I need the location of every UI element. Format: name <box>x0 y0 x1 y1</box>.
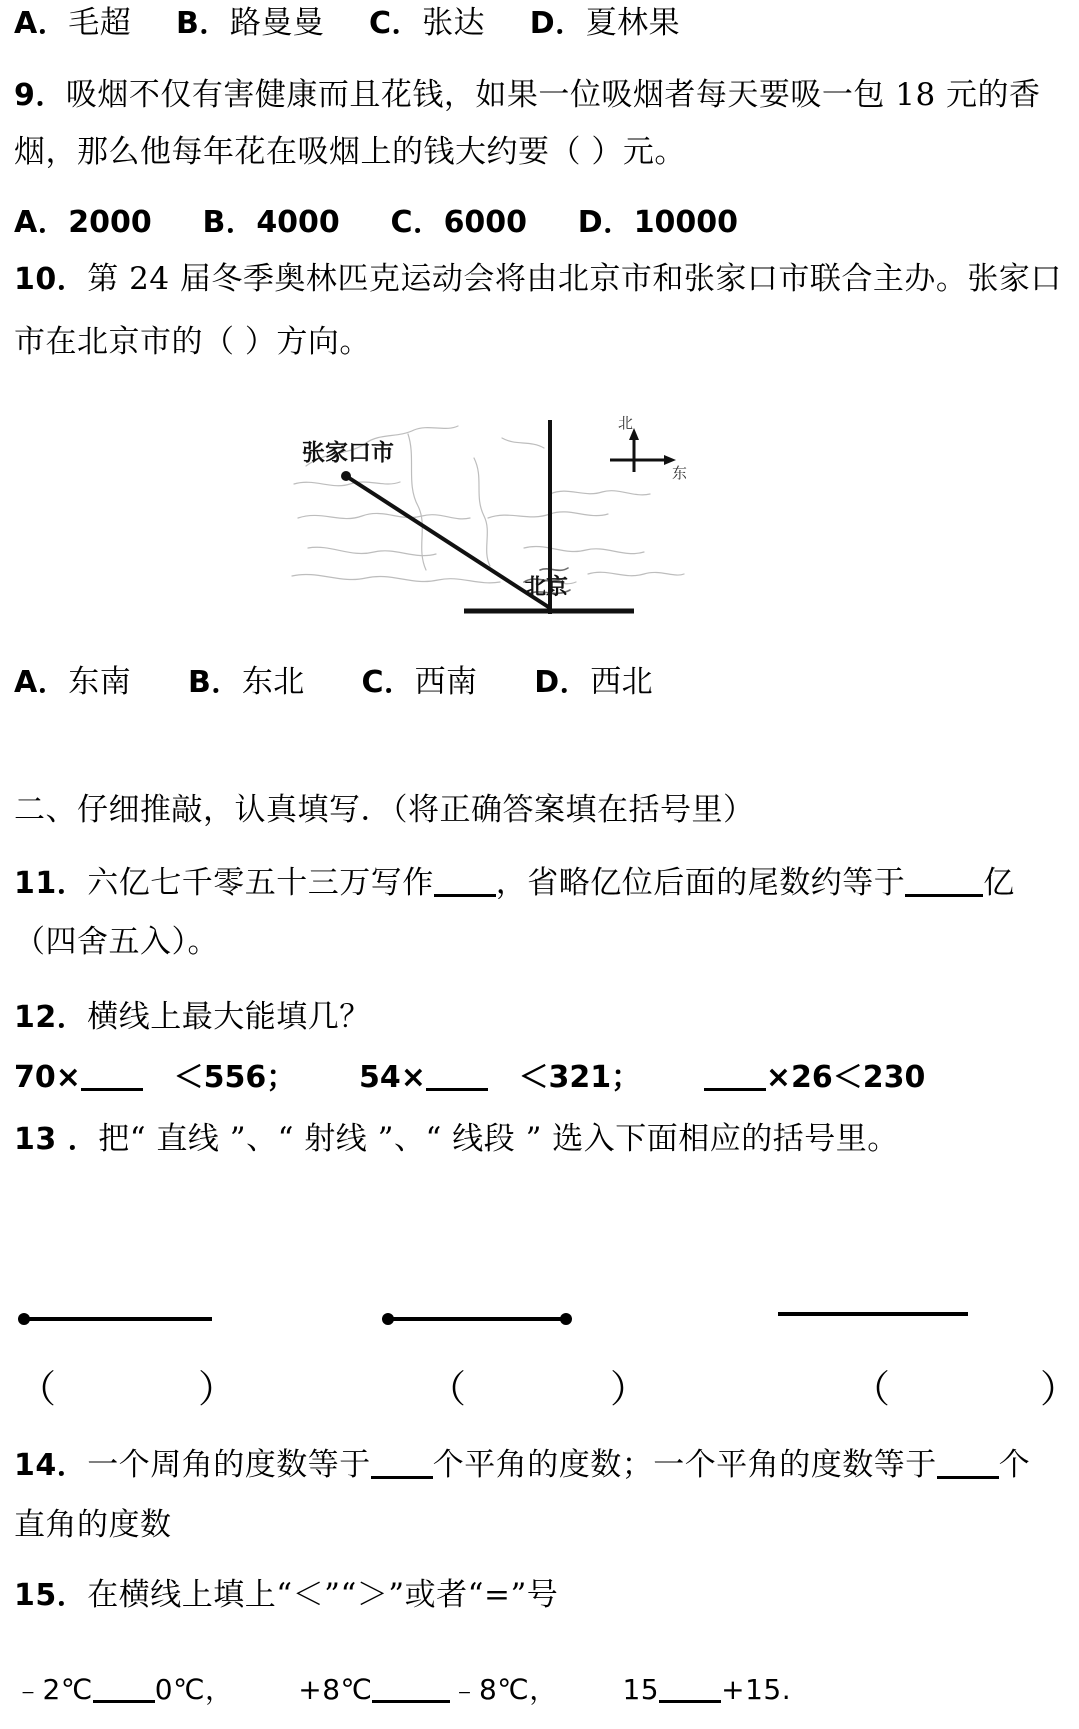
q8-option-d-text: 夏林果 <box>585 5 681 41</box>
q15-number: 15． <box>14 1578 88 1613</box>
q13-stem <box>14 1122 899 1156</box>
compass-east-label: 东 <box>672 464 688 482</box>
q12-expr3-right: ×26＜230 <box>765 1060 926 1095</box>
q15-blank-2[interactable] <box>372 1700 450 1703</box>
q11-number: 11． <box>14 866 88 901</box>
q8-options-row <box>14 6 680 40</box>
q14-line-1 <box>14 1448 1030 1482</box>
q14-number: 14． <box>14 1448 88 1483</box>
q10-option-d-label: D． <box>534 665 591 700</box>
beijing-zhangjiakou-map-figure <box>288 398 688 638</box>
section-2-heading <box>14 793 755 827</box>
q10-stem-line-1 <box>14 262 1062 296</box>
q15-blank-1[interactable] <box>93 1700 155 1703</box>
q9-option-b-text: 4000 <box>256 205 340 240</box>
map-label-beijing: 北京 <box>524 574 569 600</box>
q13-bracket-close-1[interactable]: ） <box>198 1367 237 1411</box>
q10-option-a-text: 东南 <box>68 664 132 700</box>
q14-text-part-1: 一个周角的度数等于 <box>87 1447 371 1483</box>
q12-blank-3[interactable] <box>704 1088 766 1091</box>
q9-option-c-label: C． <box>390 205 444 240</box>
q10-option-b-label: B． <box>187 665 242 700</box>
q12-expr1-right: ＜556； <box>173 1060 297 1095</box>
q10-stem-text-1: 第 24 届冬季奥林匹克运动会将由北京市和张家口市联合主办。张家口 <box>87 261 1062 297</box>
q12-stem-text: 横线上最大能填几？ <box>87 999 371 1035</box>
q13-figures-row <box>0 1288 1079 1348</box>
q11-text-part-3: 亿 <box>983 865 1015 901</box>
q10-number: 10． <box>14 262 88 297</box>
q9-option-a-label: A． <box>14 205 69 240</box>
q8-option-a-text: 毛超 <box>68 5 132 41</box>
map-label-zhangjiakou: 张家口市 <box>302 439 394 466</box>
figure-ray <box>18 1313 212 1325</box>
q12-number: 12． <box>14 1000 88 1035</box>
figure-segment <box>382 1313 572 1325</box>
compass-rose <box>610 414 687 482</box>
q15-stem-text: 在横线上填上“＜”“＞”或者“=”号 <box>87 1577 559 1613</box>
q8-option-d-label: D． <box>529 6 586 41</box>
q14-text-part-2: 个平角的度数；一个平角的度数等于 <box>432 1447 937 1483</box>
q9-option-d-label: D． <box>577 205 634 240</box>
q9-option-b-label: B． <box>202 205 257 240</box>
compass-north-label: 北 <box>618 414 634 432</box>
q13-bracket-open-1[interactable]: （ <box>18 1367 57 1411</box>
q8-option-b-text: 路曼曼 <box>229 5 325 41</box>
q10-option-b-text: 东北 <box>241 664 305 700</box>
q12-expressions-row <box>14 1060 925 1094</box>
q9-stem-line-2 <box>14 135 686 169</box>
q10-option-d-text: 西北 <box>590 664 654 700</box>
q13-stem-text: 把“ 直线 ”、“ 射线 ”、“ 线段 ” 选入下面相应的括号里。 <box>98 1121 899 1157</box>
q15-expressions-row <box>14 1672 791 1706</box>
q12-expr2-right: ＜321； <box>518 1060 642 1095</box>
q14-text-line-2: 直角的度数 <box>14 1507 172 1543</box>
q10-option-c-label: C． <box>361 665 415 700</box>
q8-option-c-text: 张达 <box>422 5 486 41</box>
q14-line-2 <box>14 1508 172 1542</box>
q11-line-2 <box>14 925 219 959</box>
q9-number: 9． <box>14 78 66 113</box>
q12-expr2-left: 54× <box>358 1060 426 1095</box>
q9-stem-text-1: 吸烟不仅有害健康而且花钱，如果一位吸烟者每天要吸一包 18 元的香 <box>65 77 1041 113</box>
q12-blank-2[interactable] <box>426 1088 488 1091</box>
q9-option-a-text: 2000 <box>68 205 152 240</box>
q9-option-c-text: 6000 <box>443 205 528 240</box>
q14-blank-2[interactable] <box>937 1476 999 1479</box>
q15-expr3-right: +15. <box>721 1673 792 1706</box>
q9-options-row <box>14 205 738 239</box>
q11-text-part-2: ，省略亿位后面的尾数约等于 <box>495 865 906 901</box>
q13-bracket-open-3[interactable]: （ <box>852 1367 891 1411</box>
q15-expr1-left: ﹣2℃ <box>14 1673 93 1706</box>
q13-bracket-open-2[interactable]: （ <box>428 1367 467 1411</box>
q12-stem <box>14 1000 371 1034</box>
section-2-heading-text: 二、仔细推敲，认真填写．（将正确答案填在括号里） <box>14 792 755 828</box>
q13-bracket-close-3[interactable]: ） <box>1040 1367 1079 1411</box>
q10-stem-text-2: 市在北京市的（ ）方向。 <box>14 324 371 360</box>
q11-text-line-2: （四舍五入）。 <box>14 924 219 960</box>
q10-options-row <box>14 665 653 699</box>
q13-answer-brackets-row <box>0 1350 1079 1420</box>
q12-blank-1[interactable] <box>81 1088 143 1091</box>
q14-blank-1[interactable] <box>371 1476 433 1479</box>
q11-blank-1[interactable] <box>434 894 496 897</box>
q8-option-a-label: A． <box>14 6 69 41</box>
q15-expr2-left: +8℃ <box>298 1673 373 1706</box>
q10-option-a-label: A． <box>14 665 69 700</box>
q15-expr1-right: 0℃， <box>154 1673 234 1706</box>
q10-option-c-text: 西南 <box>414 664 478 700</box>
q15-expr3-left: 15 <box>622 1673 660 1706</box>
q15-blank-3[interactable] <box>659 1700 721 1703</box>
q9-stem-text-2: 烟，那么他每年花在吸烟上的钱大约要（ ）元。 <box>14 134 686 170</box>
q10-stem-line-2 <box>14 325 371 359</box>
q8-option-b-label: B． <box>175 6 230 41</box>
q11-line-1 <box>14 866 1015 900</box>
q9-option-d-text: 10000 <box>633 205 739 240</box>
q11-blank-2[interactable] <box>905 894 983 897</box>
q14-text-part-3: 个 <box>998 1447 1031 1483</box>
q9-stem-line-1 <box>14 78 1041 112</box>
q8-option-c-label: C． <box>369 6 423 41</box>
q11-text-part-1: 六亿七千零五十三万写作 <box>87 865 434 901</box>
q13-number: 13 ． <box>14 1122 99 1157</box>
q12-expr1-left: 70× <box>14 1060 81 1095</box>
q15-stem <box>14 1578 558 1612</box>
q13-bracket-close-2[interactable]: ） <box>610 1367 649 1411</box>
q15-expr2-right: ﹣8℃， <box>450 1673 558 1706</box>
